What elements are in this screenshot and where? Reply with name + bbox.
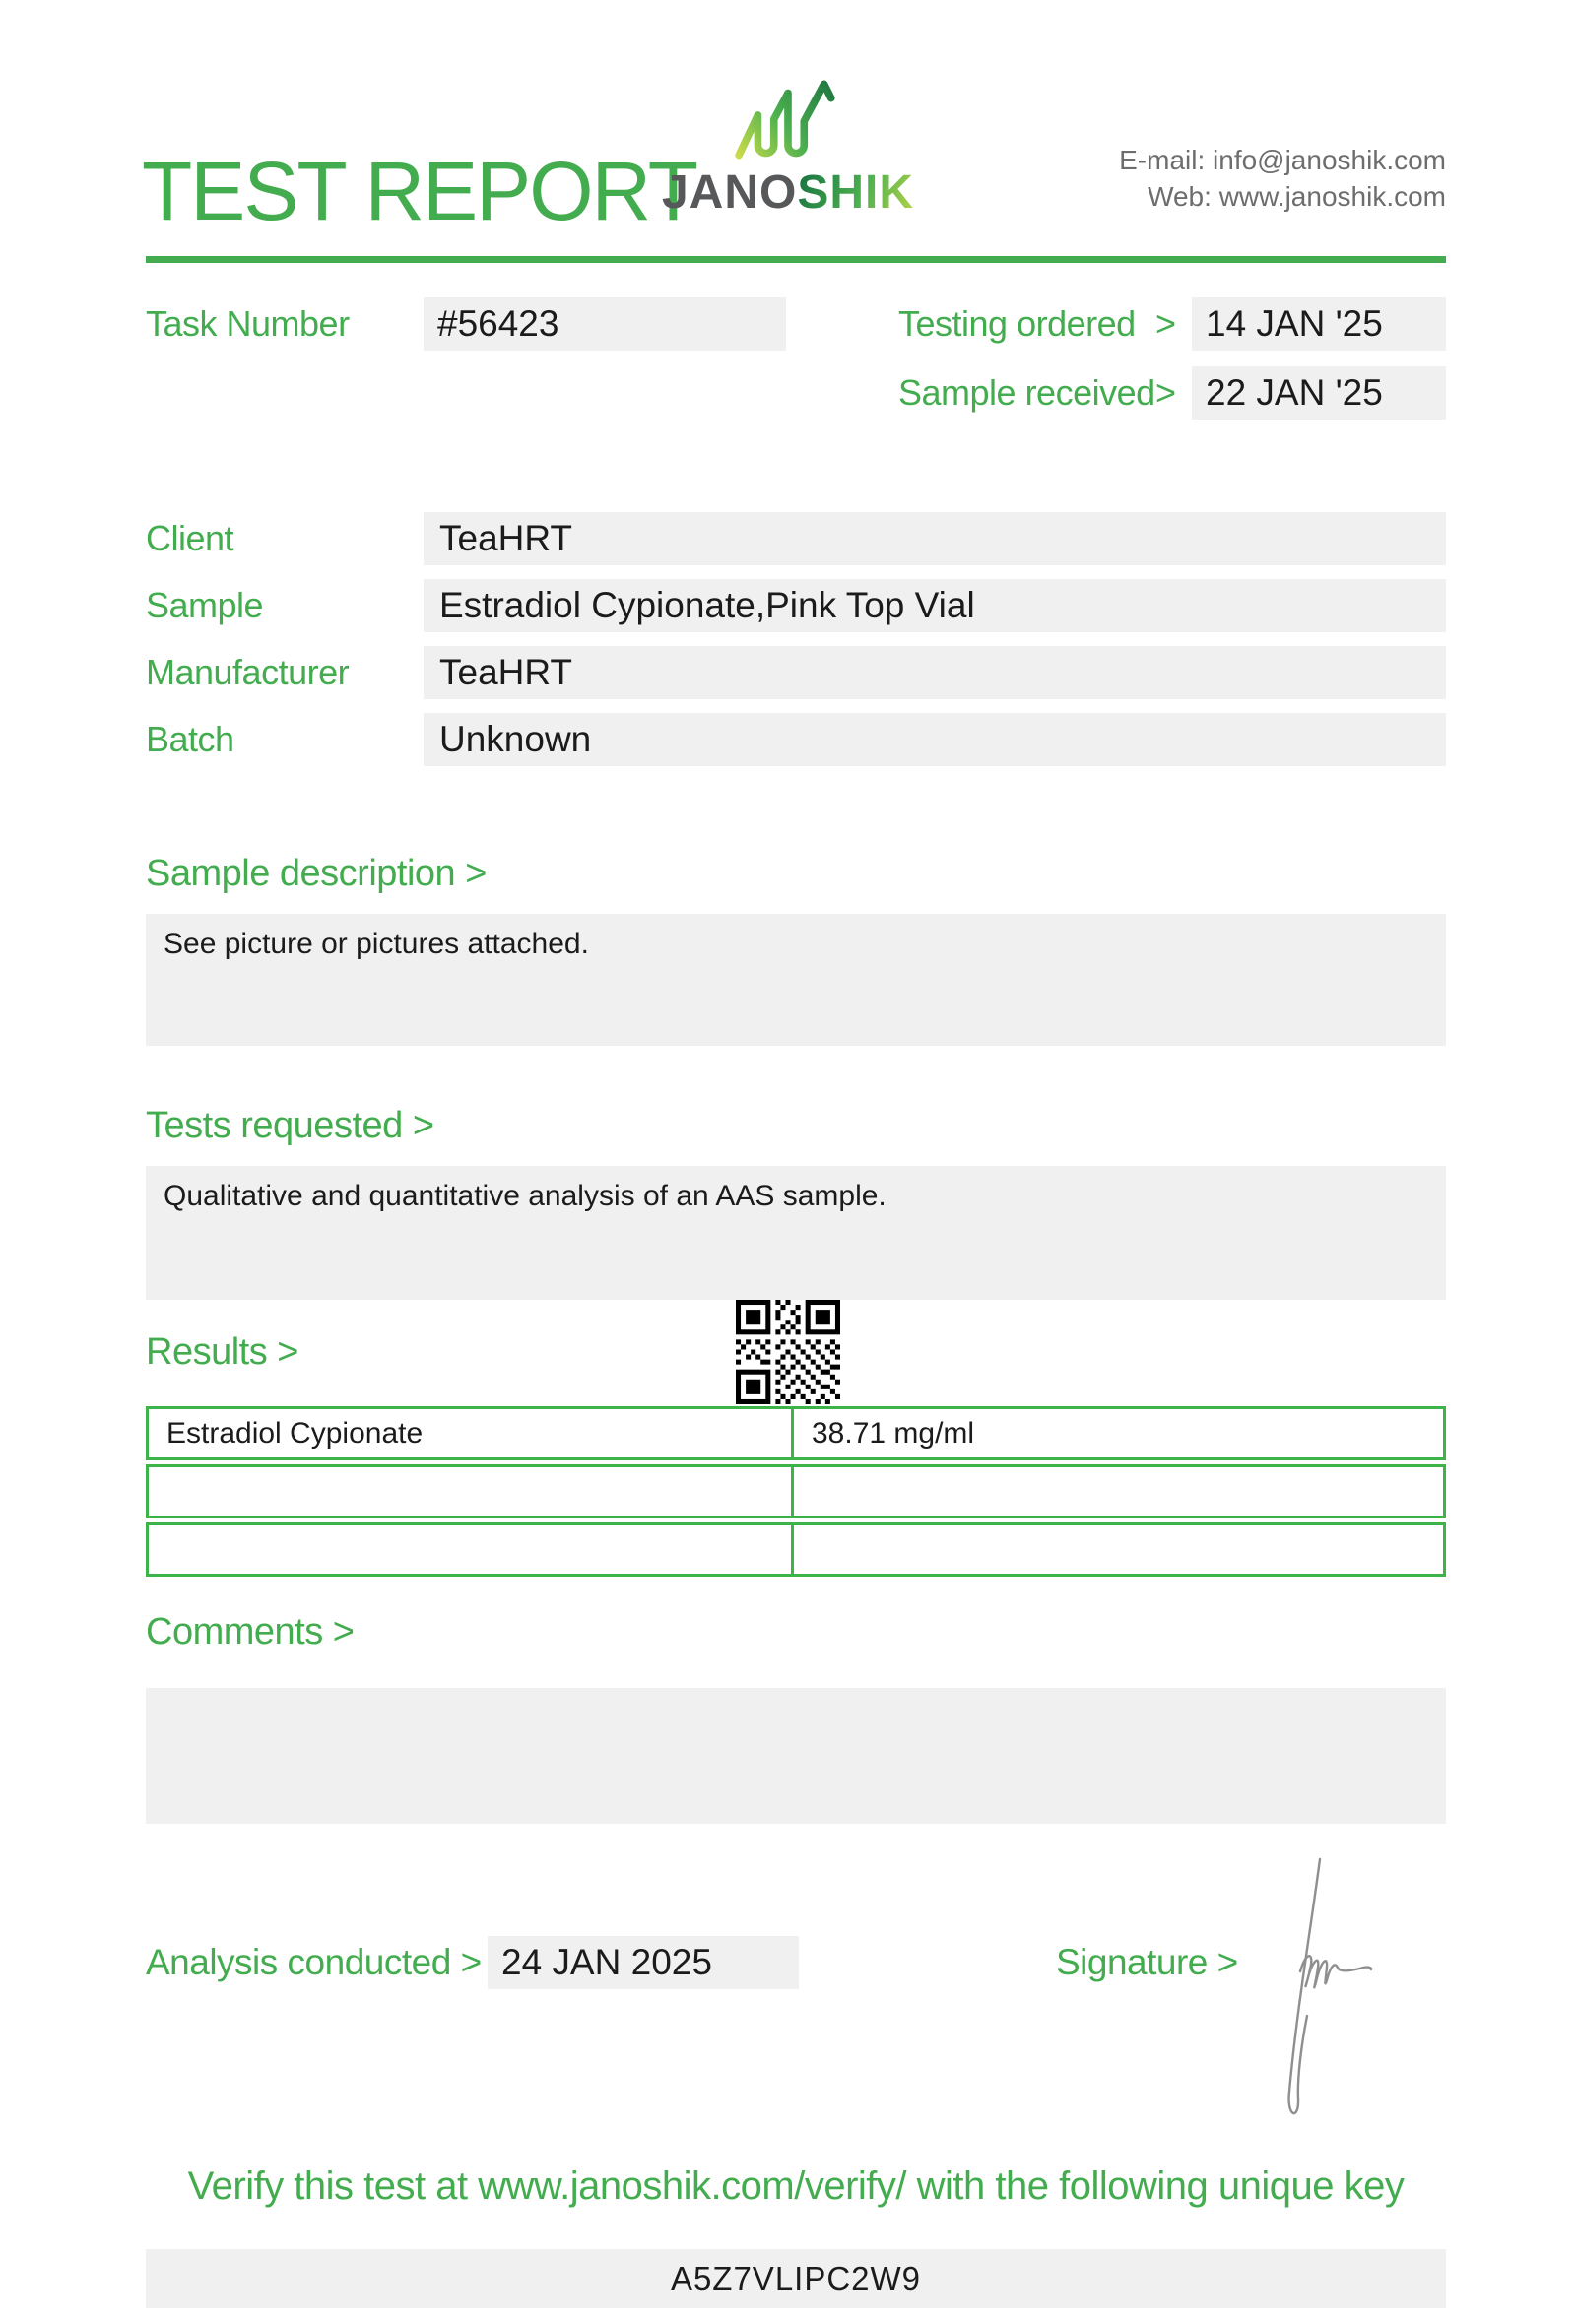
sample-received-row <box>898 366 1446 420</box>
task-number-value: #56423 <box>424 297 786 351</box>
contact-web: Web: www.janoshik.com <box>1148 181 1446 212</box>
sample-received-value: 22 JAN '25 <box>1192 366 1446 420</box>
results-table-row <box>146 1522 1446 1577</box>
handwritten-signature <box>1273 1855 1383 2131</box>
manufacturer-row <box>146 646 1446 699</box>
result-analyte <box>149 1467 791 1516</box>
growth-chart-icon <box>734 77 844 161</box>
results-heading: Results > <box>146 1331 298 1373</box>
manufacturer-value: TeaHRT <box>424 646 1446 699</box>
sample-value: Estradiol Cypionate,Pink Top Vial <box>424 579 1446 632</box>
chevron-right-icon: > <box>1154 303 1176 344</box>
tests-requested-box: Qualitative and quantitative analysis of an AAS sample. <box>146 1166 1446 1300</box>
comments-box <box>146 1688 1446 1824</box>
comments-heading: Comments > <box>146 1611 355 1652</box>
sample-description-heading: Sample description > <box>146 853 487 894</box>
sample-label: Sample <box>146 585 264 625</box>
signature-label: Signature > <box>1056 1942 1238 1982</box>
testing-ordered-label: Testing ordered <box>898 303 1136 344</box>
analysis-conducted-label: Analysis conducted > <box>146 1942 482 1982</box>
client-value: TeaHRT <box>424 512 1446 565</box>
sample-row <box>146 579 1446 632</box>
contact-email: E-mail: info@janoshik.com <box>1119 145 1446 175</box>
result-value <box>791 1467 1443 1516</box>
verify-instruction: Verify this test at www.janoshik.com/verify/ with the following unique key <box>187 2164 1405 2208</box>
qr-code <box>736 1300 840 1404</box>
brand-logo-primary: JANO <box>661 166 798 219</box>
task-number-label: Task Number <box>146 303 350 344</box>
chevron-right-icon: > <box>1154 372 1176 413</box>
testing-ordered-row <box>898 297 1446 351</box>
result-analyte <box>149 1525 791 1574</box>
analysis-conducted-value: 24 JAN 2025 <box>488 1936 799 1989</box>
results-table-row <box>146 1464 1446 1518</box>
client-label: Client <box>146 518 234 558</box>
result-analyte: Estradiol Cypionate <box>166 1417 424 1450</box>
contact-block <box>953 142 1446 215</box>
testing-ordered-value: 14 JAN '25 <box>1192 297 1446 351</box>
tests-requested-heading: Tests requested > <box>146 1105 434 1146</box>
client-row <box>146 512 1446 565</box>
header-divider <box>146 256 1446 263</box>
result-value <box>791 1525 1443 1574</box>
batch-value: Unknown <box>424 713 1446 766</box>
page-title: TEST REPORT <box>142 145 697 237</box>
batch-label: Batch <box>146 719 234 759</box>
brand-logo-secondary: SHIK <box>797 166 915 219</box>
results-table-row <box>146 1406 1446 1460</box>
verify-key: A5Z7VLIPC2W9 <box>146 2249 1446 2308</box>
manufacturer-label: Manufacturer <box>146 652 350 692</box>
result-value: 38.71 mg/ml <box>791 1409 1443 1457</box>
batch-row <box>146 713 1446 766</box>
sample-description-box: See picture or pictures attached. <box>146 914 1446 1046</box>
brand-logo <box>640 165 936 220</box>
sample-received-label: Sample received <box>898 372 1155 413</box>
